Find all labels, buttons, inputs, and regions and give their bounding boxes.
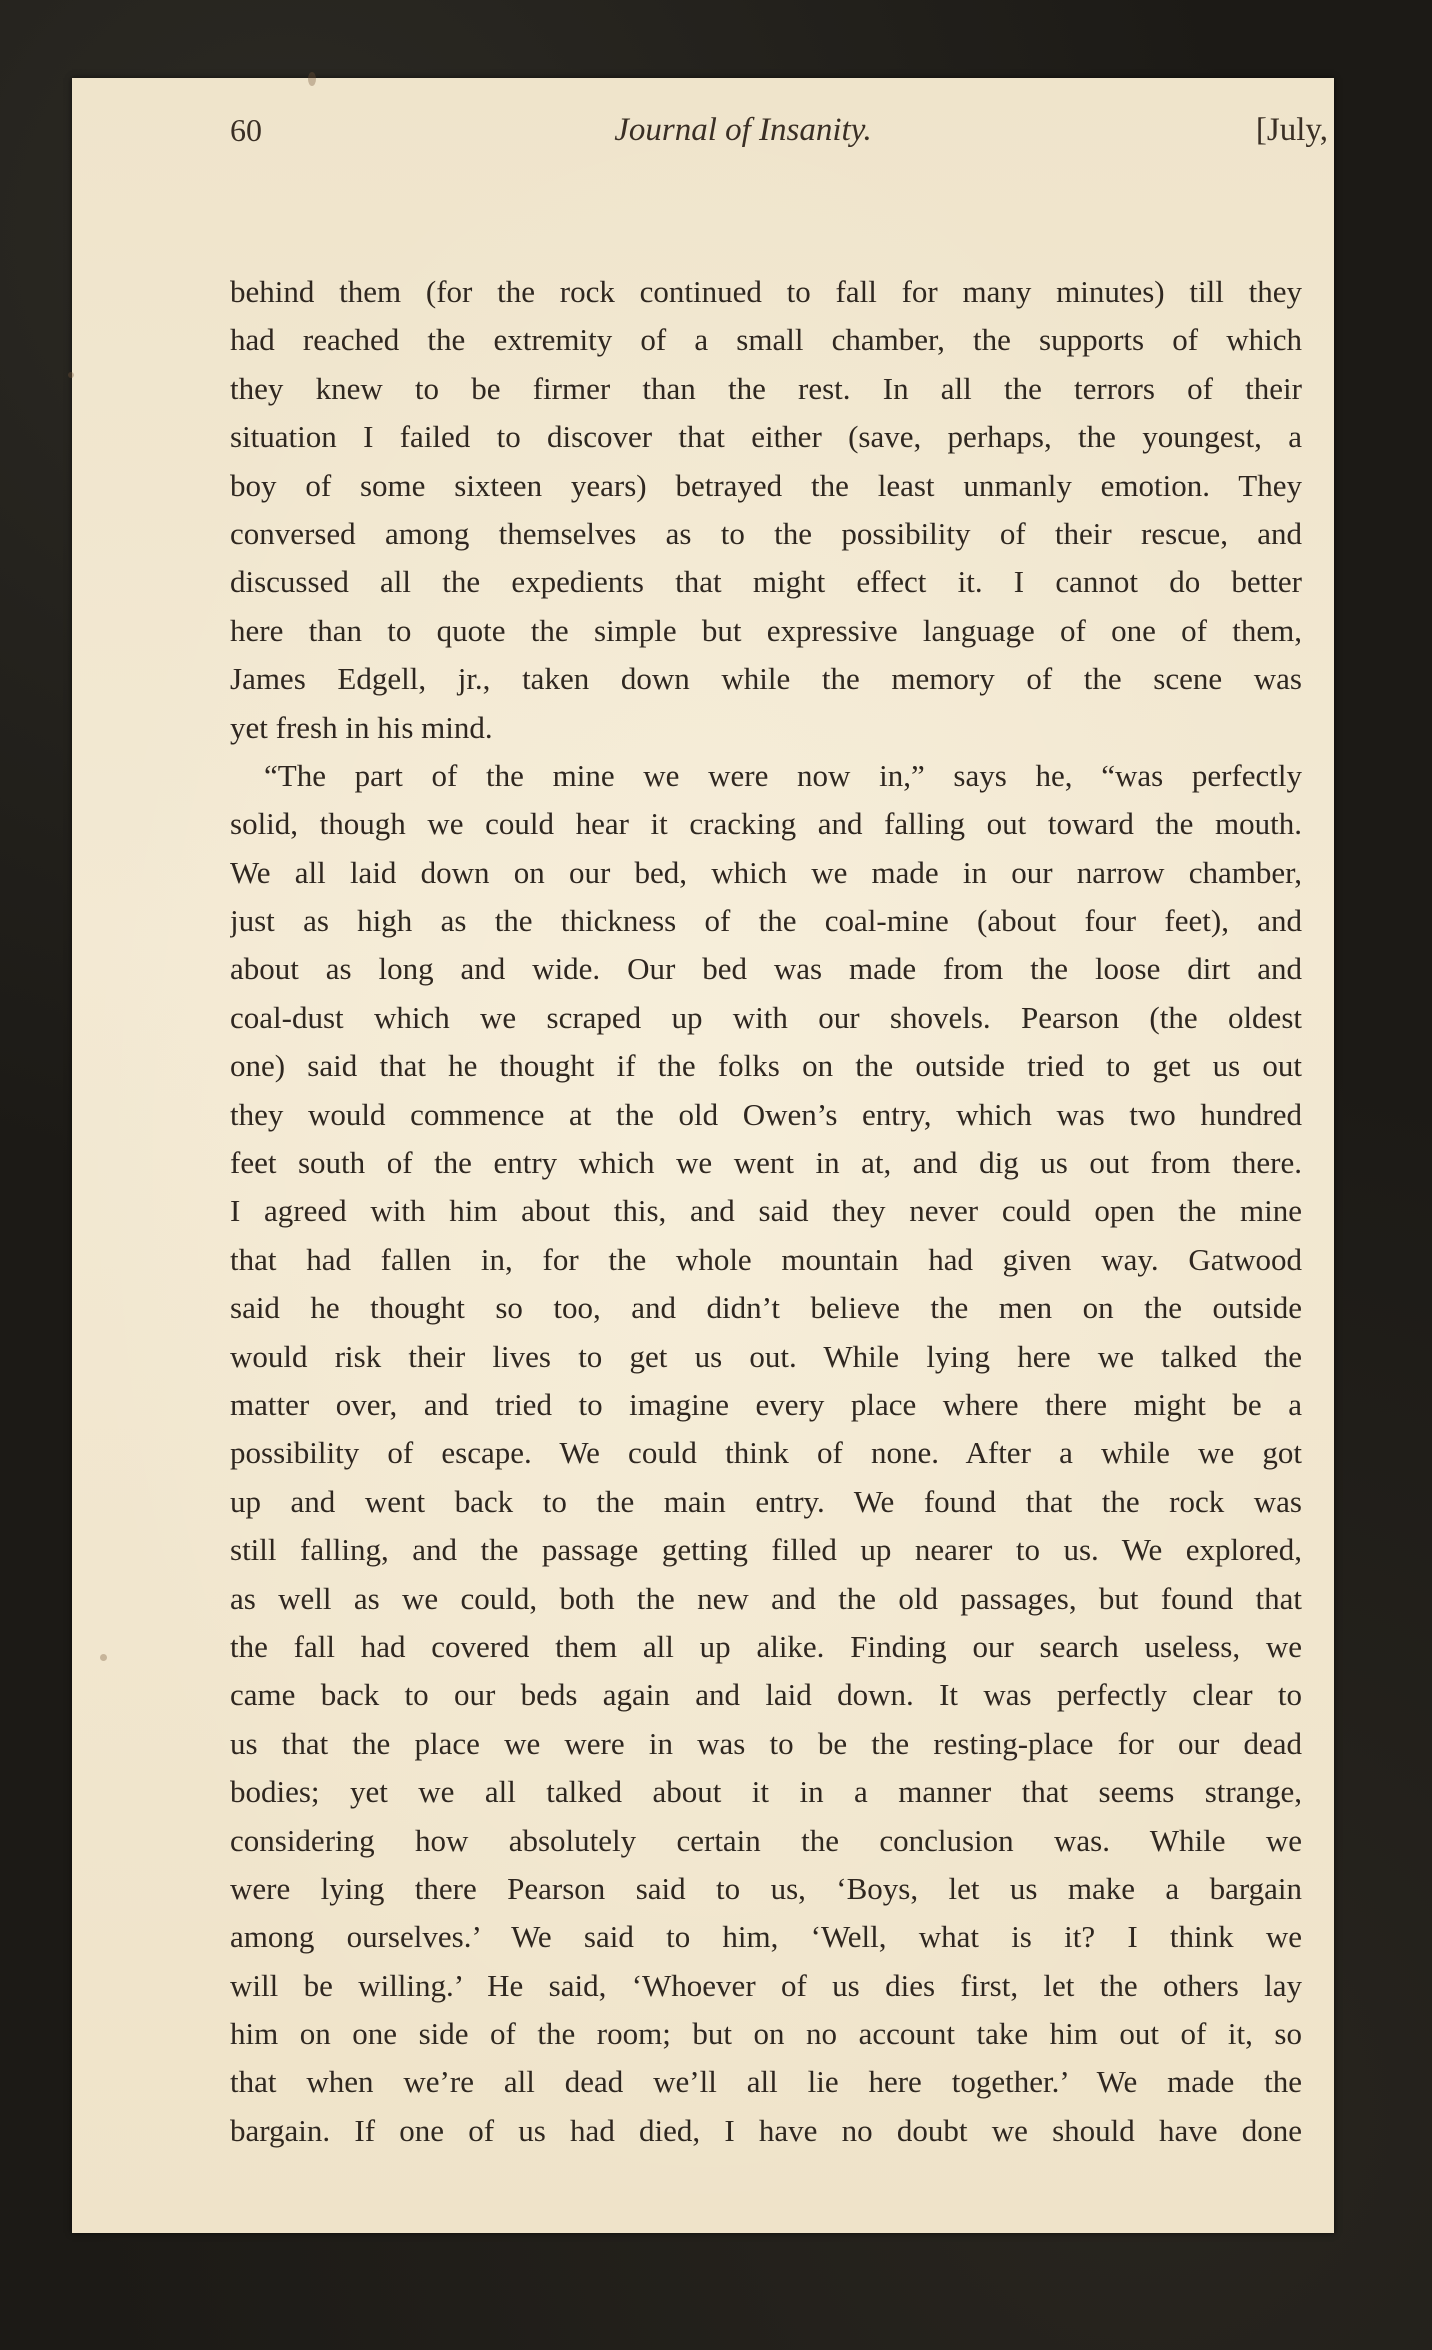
paper-blemish bbox=[100, 1654, 107, 1661]
text-line: were lying there Pearson said to us, ‘Boys, let us make a bargain bbox=[230, 1870, 1302, 1906]
text-line: us that the place we were in was to be the resting-place for our dead bbox=[230, 1725, 1302, 1761]
text-line: I agreed with him about this, and said they never could open the mine bbox=[230, 1193, 1302, 1229]
text-line: solid, though we could hear it cracking and falling out toward the mouth. bbox=[230, 806, 1302, 842]
body-text bbox=[230, 268, 1302, 2155]
text-line: said he thought so too, and didn’t believe the men on the outside bbox=[230, 1290, 1302, 1326]
text-line: as well as we could, both the new and the old passages, but found that bbox=[230, 1580, 1302, 1616]
text-line: “The part of the mine we were now in,” says he, “was perfectly bbox=[264, 757, 1302, 793]
text-line: discussed all the expedients that might effect it. I cannot do better bbox=[230, 564, 1302, 600]
page-header bbox=[158, 112, 1328, 172]
text-line: feet south of the entry which we went in at, and dig us out from there. bbox=[230, 1145, 1302, 1181]
text-line: behind them (for the rock continued to fall for many minutes) till they bbox=[230, 274, 1302, 309]
text-line: they would commence at the old Owen’s entry, which was two hundred bbox=[230, 1096, 1302, 1132]
text-line: would risk their lives to get us out. While lying here we talked the bbox=[230, 1338, 1302, 1374]
text-line: yet fresh in his mind. bbox=[230, 709, 493, 745]
text-line: up and went back to the main entry. We found that the rock was bbox=[230, 1483, 1302, 1519]
text-line: situation I failed to discover that either (save, perhaps, the youngest, a bbox=[230, 419, 1302, 455]
text-line: him on one side of the room; but on no account take him out of it, so bbox=[230, 2016, 1302, 2052]
text-line: will be willing.’ He said, ‘Whoever of us dies first, let the others lay bbox=[230, 1967, 1302, 2003]
text-line: still falling, and the passage getting filled up nearer to us. We explored, bbox=[230, 1532, 1302, 1568]
text-line: about as long and wide. Our bed was made from the loose dirt and bbox=[230, 951, 1302, 987]
text-line: just as high as the thickness of the coal-mine (about four feet), and bbox=[230, 903, 1302, 939]
text-line: among ourselves.’ We said to him, ‘Well, what is it? I think we bbox=[230, 1919, 1302, 1955]
text-line: bodies; yet we all talked about it in a manner that seems strange, bbox=[230, 1774, 1302, 1810]
text-line: We all laid down on our bed, which we made in our narrow chamber, bbox=[230, 854, 1302, 890]
text-line: James Edgell, jr., taken down while the memory of the scene was bbox=[230, 661, 1302, 697]
text-line: bargain. If one of us had died, I have no doubt we should have done bbox=[230, 2112, 1302, 2148]
text-line: boy of some sixteen years) betrayed the least unmanly emotion. They bbox=[230, 467, 1302, 503]
text-line: they knew to be firmer than the rest. In all the terrors of their bbox=[230, 370, 1302, 406]
text-line: that had fallen in, for the whole mountain had given way. Gatwood bbox=[230, 1241, 1302, 1277]
paper-blemish bbox=[68, 372, 74, 378]
text-line: had reached the extremity of a small chamber, the supports of which bbox=[230, 322, 1302, 358]
text-line: came back to our beds again and laid down. It was perfectly clear to bbox=[230, 1677, 1302, 1713]
text-line: here than to quote the simple but expressive language of one of them, bbox=[230, 612, 1302, 648]
text-line: coal-dust which we scraped up with our shovels. Pearson (the oldest bbox=[230, 999, 1302, 1035]
running-title: Journal of Insanity. bbox=[614, 112, 872, 148]
text-line: possibility of escape. We could think of none. After a while we got bbox=[230, 1435, 1302, 1471]
page-number: 60 bbox=[230, 112, 262, 148]
text-line: considering how absolutely certain the conclusion was. While we bbox=[230, 1822, 1302, 1858]
text-line: matter over, and tried to imagine every place where there might be a bbox=[230, 1386, 1302, 1422]
text-line: one) said that he thought if the folks on the outside tried to get us out bbox=[230, 1048, 1302, 1084]
paper-blemish bbox=[308, 72, 316, 86]
section-mark: [July, bbox=[1255, 112, 1328, 148]
text-line: conversed among themselves as to the possibility of their rescue, and bbox=[230, 515, 1302, 551]
text-line: that when we’re all dead we’ll all lie here together.’ We made the bbox=[230, 2064, 1302, 2100]
text-line: the fall had covered them all up alike. Finding our search useless, we bbox=[230, 1628, 1302, 1664]
